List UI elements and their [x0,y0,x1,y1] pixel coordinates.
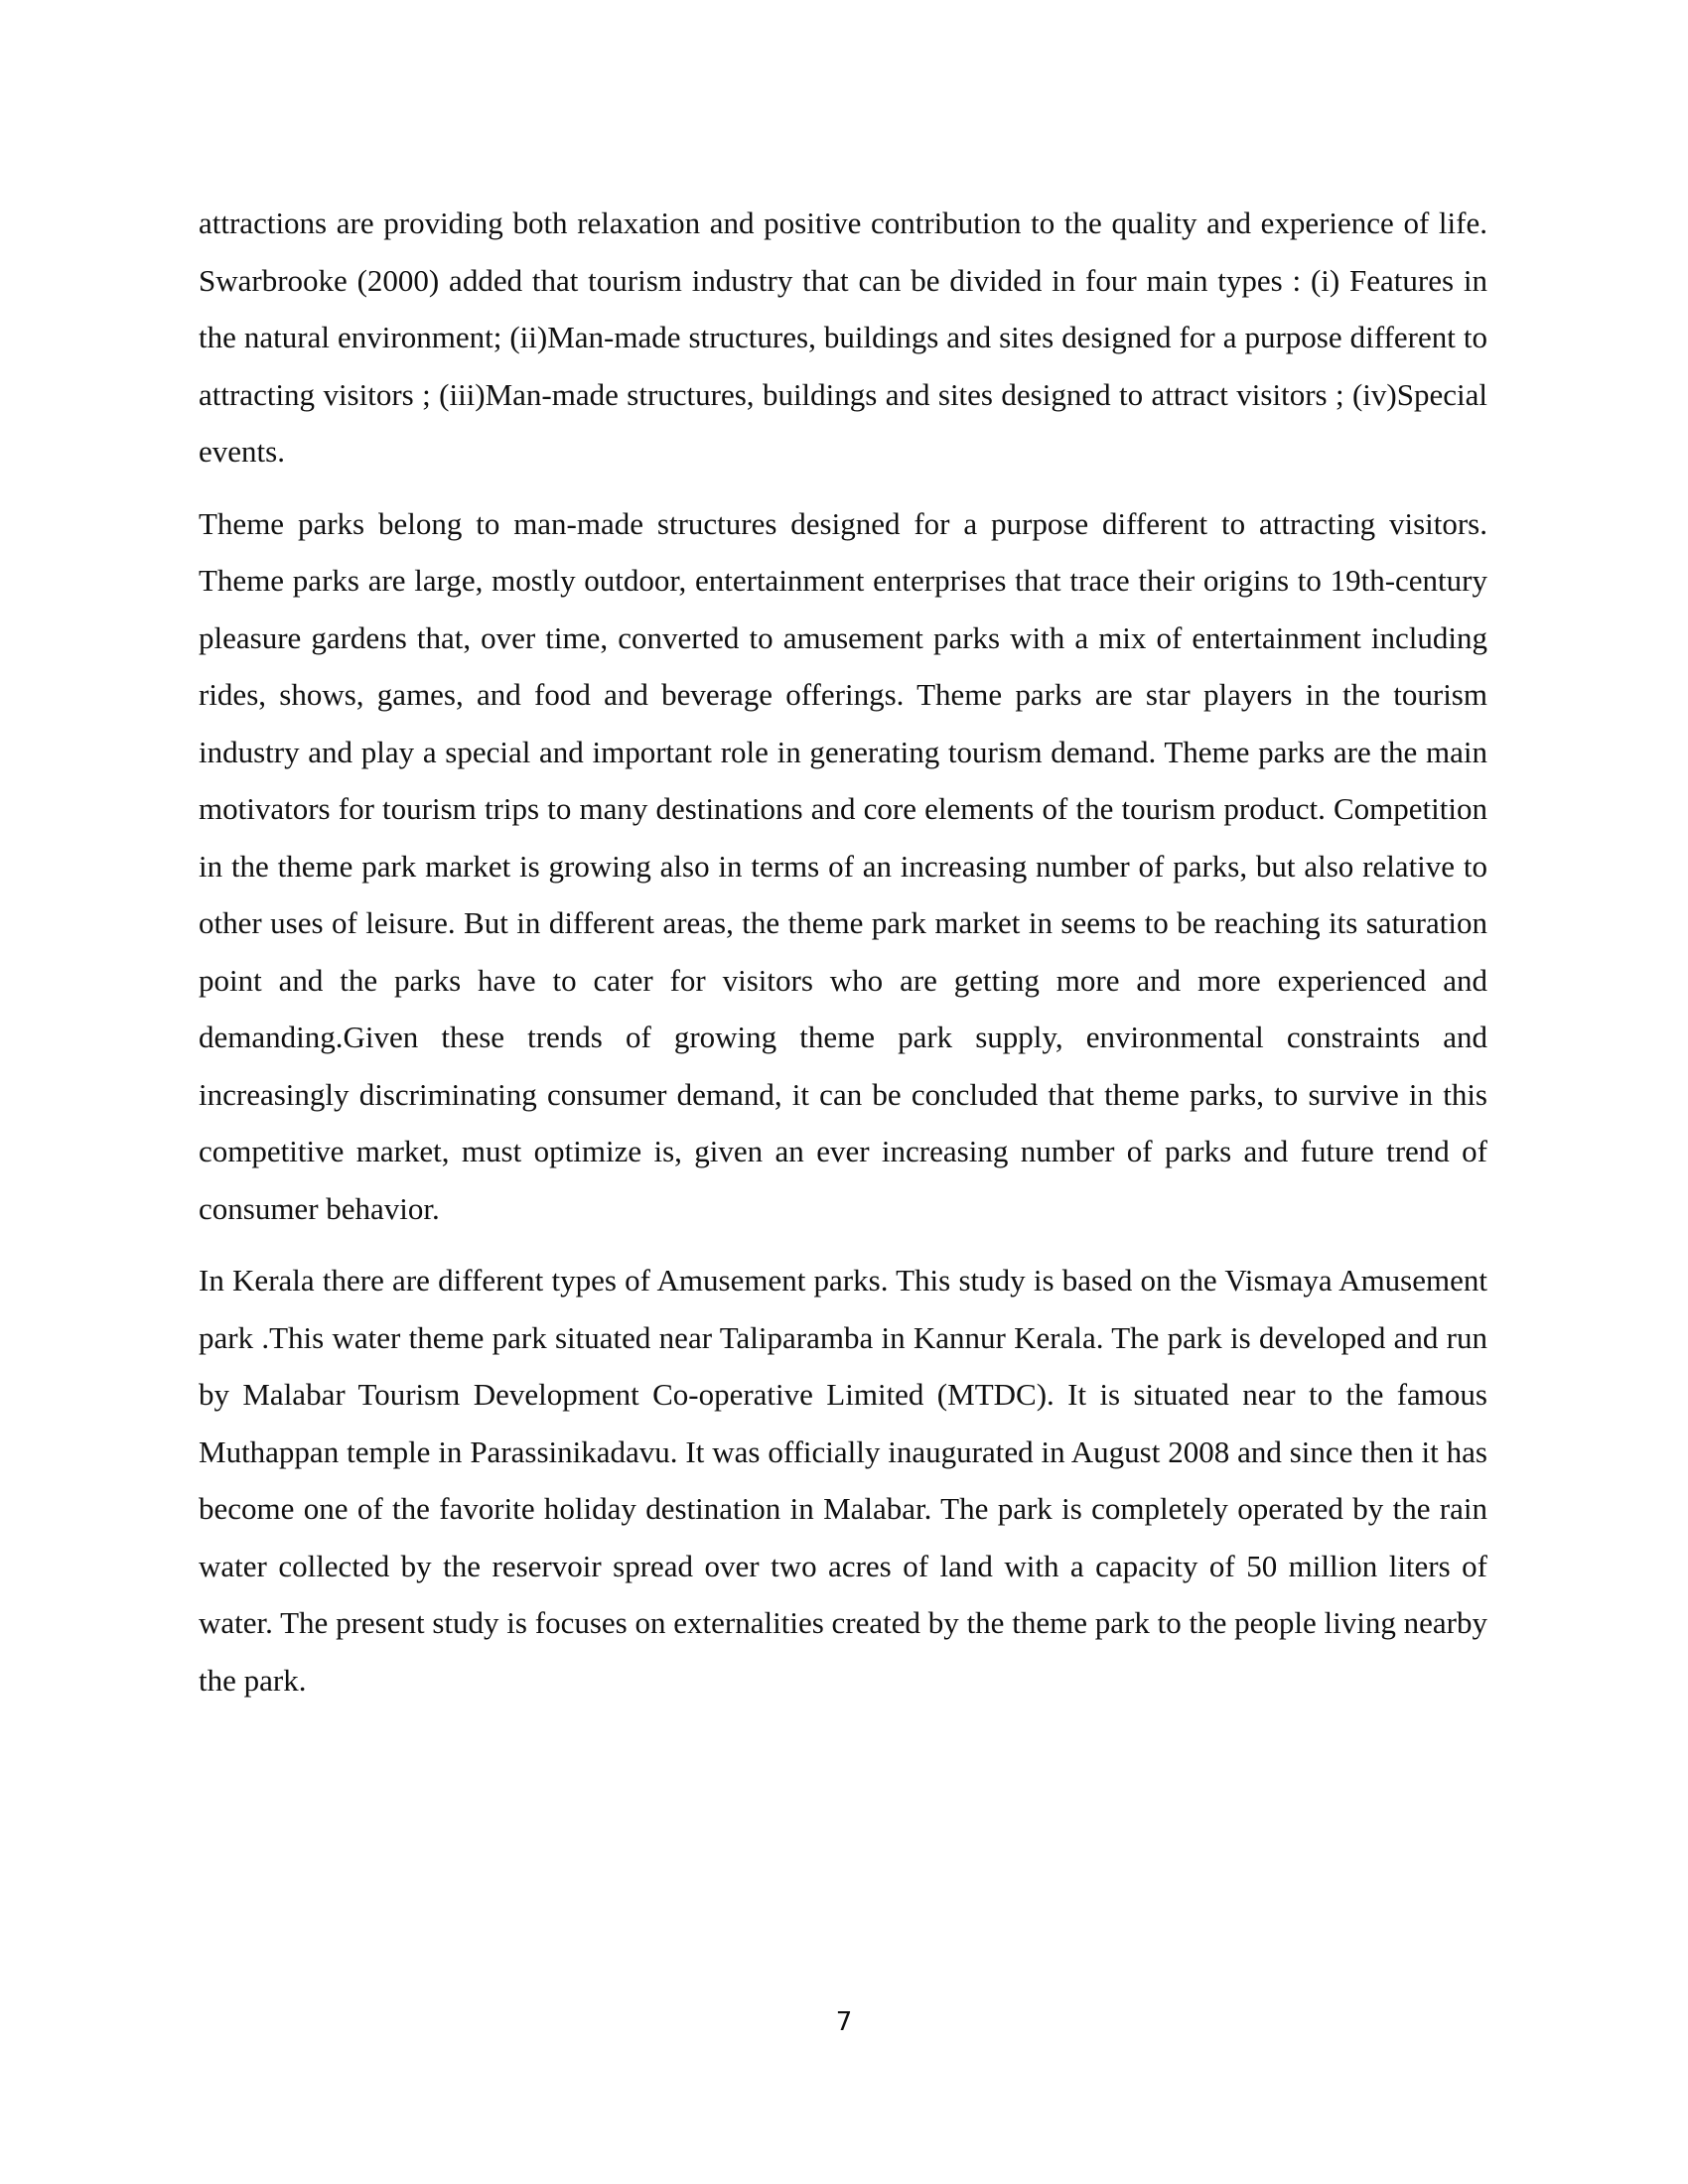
paragraph-kerala-vismaya: In Kerala there are different types of Amusement parks. This study is based on the Vismaya Amusement park .This water theme park situated near Taliparamba in Kannur Kerala. The park is developed and run by Malabar Tourism Development Co-operative Limited (MTDC). It is situated near to the famous Muthappan temple in Parassinikadavu. It was officially inaugurated in August 2008 and since then it has become one of the favorite holiday destination in Malabar. The park is completely operated by the rain water collected by the reservoir spread over two acres of land with a capacity of 50 million liters of water. The present study is focuses on externalities created by the theme park to the people living nearby the park. [199,1263,1487,1698]
body-text [199,195,1487,1723]
paragraph-attraction-types: attractions are providing both relaxation and positive contribution to the quality and experience of life. Swarbrooke (2000) added that tourism industry that can be divided in four main types : (i) Features in the natural environment; (ii)Man-made structures, buildings and sites designed for a purpose different to attracting visitors ; (iii)Man-made structures, buildings and sites designed to attract visitors ; (iv)Special events. [199,205,1487,469]
paragraph-theme-parks: Theme parks belong to man-made structures designed for a purpose different to attracting visitors. Theme parks are large, mostly outdoor, entertainment enterprises that trace their origins to 19th-century pleasure gardens that, over time, converted to amusement parks with a mix of entertainment including rides, shows, games, and food and beverage offerings. Theme parks are star players in the tourism industry and play a special and important role in generating tourism demand. Theme parks are the main motivators for tourism trips to many destinations and core elements of the tourism product. Competition in the theme park market is growing also in terms of an increasing number of parks, but also relative to other uses of leisure. But in different areas, the theme park market in seems to be reaching its saturation point and the parks have to cater for visitors who are getting more and more experienced and demanding.Given these trends of growing theme park supply, environmental constraints and increasingly discriminating consumer demand, it can be concluded that theme parks, to survive in this competitive market, must optimize is, given an ever increasing number of parks and future trend of consumer behavior. [199,505,1487,1226]
page-number: 7 [835,2007,853,2037]
